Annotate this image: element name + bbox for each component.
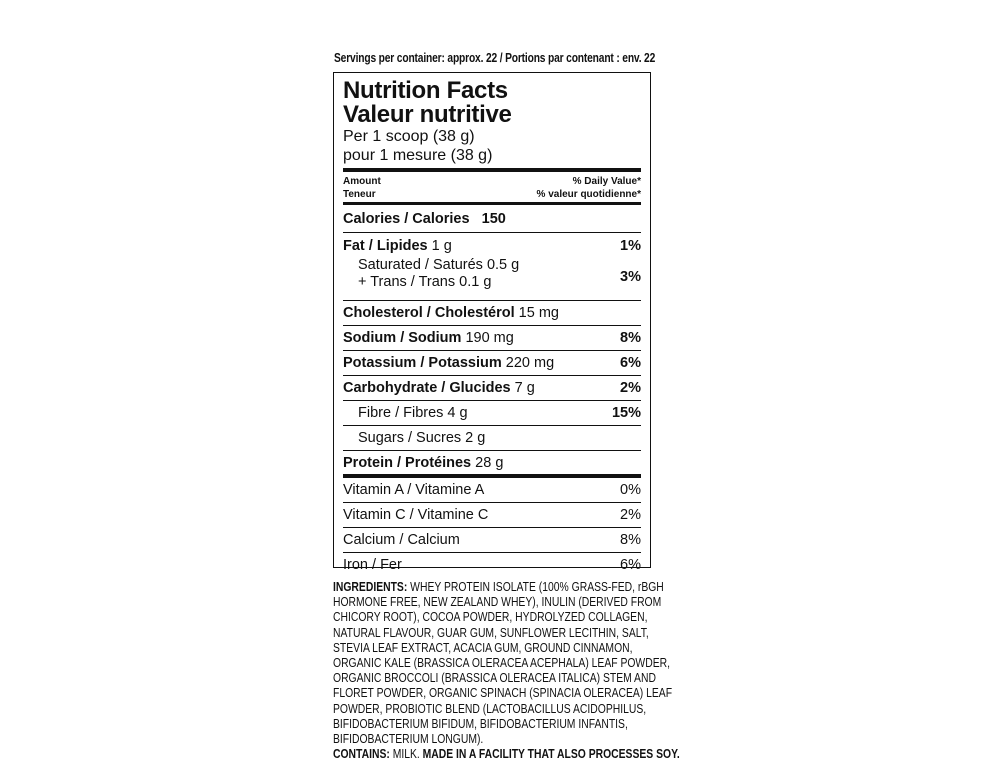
calories-label: Calories / Calories xyxy=(343,210,470,227)
ingredients-line-2: HORMONE FREE, NEW ZEALAND WHEY), INULIN (DERIVED FROM xyxy=(333,594,662,610)
contains-label: CONTAINS: xyxy=(333,746,390,761)
ingredients-line-11: BIFIDOBACTERIUM LONGUM). xyxy=(333,731,484,747)
daily-value-en: % Daily Value* xyxy=(572,176,641,187)
protein-value: 28 g xyxy=(475,454,504,471)
title-fr: Valeur nutritive xyxy=(343,101,512,128)
calcium-row xyxy=(343,528,641,553)
sugars-row xyxy=(343,426,641,451)
ingredients-text-1: WHEY PROTEIN ISOLATE (100% GRASS-FED, rBGH xyxy=(407,579,664,594)
fibre-row xyxy=(343,401,641,426)
contains-value: MILK. xyxy=(389,746,423,761)
iron-row xyxy=(343,553,641,578)
ingredients-block xyxy=(333,579,680,761)
ingredients-line-9: POWDER, PROBIOTIC BLEND (LACTOBACILLUS ACIDOPHILUS, xyxy=(333,700,647,716)
carbohydrate-row xyxy=(343,376,641,401)
ingredients-label: INGREDIENTS: xyxy=(333,579,408,594)
column-header xyxy=(343,172,641,202)
sodium-value: 190 mg xyxy=(465,329,514,346)
amount-fr: Teneur xyxy=(343,189,376,200)
protein-row xyxy=(343,451,641,478)
fibre-percent: 15% xyxy=(611,404,641,421)
carbohydrate-value: 7 g xyxy=(514,379,535,396)
carbohydrate-percent: 2% xyxy=(620,379,641,396)
nutrition-facts-panel xyxy=(333,72,651,573)
daily-value-fr: % valeur quotidienne* xyxy=(536,189,641,200)
iron-percent: 6% xyxy=(620,556,641,573)
sodium-percent: 8% xyxy=(620,329,641,346)
ingredients-line-7: ORGANIC BROCCOLI (BRASSICA OLERACEA ITALICA) STEM AND xyxy=(333,670,656,686)
ingredients-line-3: CHICORY ROOT), COCOA POWDER, HYDROLYZED COLLAGEN, xyxy=(333,609,648,625)
sodium-label: Sodium / Sodium xyxy=(343,329,462,346)
amount-en: Amount xyxy=(343,176,381,187)
saturated-trans-percent: 3% xyxy=(620,268,641,285)
protein-label: Protein / Protéines xyxy=(343,454,472,471)
vitamin-c-percent: 2% xyxy=(620,506,641,523)
serving-size-fr: pour 1 mesure (38 g) xyxy=(343,147,493,164)
calories-row xyxy=(343,205,641,233)
facility-statement: MADE IN A FACILITY THAT ALSO PROCESSES SOY. xyxy=(422,746,680,761)
ingredients-line-1 xyxy=(333,579,665,594)
ingredients-line-10: BIFIDOBACTERIUM BIFIDUM, BIFIDOBACTERIUM INFANTIS, xyxy=(333,715,628,731)
fat-row xyxy=(343,233,641,301)
title-en: Nutrition Facts xyxy=(343,77,508,104)
vitamin-c-row xyxy=(343,503,641,528)
ingredients-line-8: FLORET POWDER, ORGANIC SPINACH (SPINACIA OLERACEA) LEAF xyxy=(333,685,673,701)
fat-label: Fat / Lipides xyxy=(343,237,428,254)
vitamin-c-label: Vitamin C / Vitamine C xyxy=(343,506,489,523)
calories-value: 150 xyxy=(481,210,506,227)
calcium-percent: 8% xyxy=(620,531,641,548)
potassium-percent: 6% xyxy=(620,354,641,371)
sodium-row xyxy=(343,326,641,351)
iron-label: Iron / Fer xyxy=(343,556,402,573)
fat-percent: 1% xyxy=(620,237,641,254)
saturated-fat: Saturated / Saturés 0.5 g xyxy=(358,256,520,273)
cholesterol-row xyxy=(343,301,641,326)
potassium-label: Potassium / Potassium xyxy=(343,354,502,371)
servings-per-container: Servings per container: approx. 22 / Portions par contenant : env. 22 xyxy=(334,51,656,65)
potassium-row xyxy=(343,351,641,376)
carbohydrate-label: Carbohydrate / Glucides xyxy=(343,379,511,396)
ingredients-line-6: ORGANIC KALE (BRASSICA OLERACEA ACEPHALA) LEAF POWDER, xyxy=(333,655,670,671)
trans-fat: + Trans / Trans 0.1 g xyxy=(358,273,492,290)
ingredients-line-5: STEVIA LEAF EXTRACT, ACACIA GUM, GROUND CINNAMON, xyxy=(333,639,633,655)
calcium-label: Calcium / Calcium xyxy=(343,531,460,548)
fibre-label: Fibre / Fibres 4 g xyxy=(358,404,468,421)
vitamin-a-percent: 0% xyxy=(620,481,641,498)
contains-line xyxy=(333,746,680,761)
cholesterol-label: Cholesterol / Cholestérol xyxy=(343,304,515,321)
sugars-label: Sugars / Sucres 2 g xyxy=(358,429,486,446)
potassium-value: 220 mg xyxy=(505,354,555,371)
vitamin-a-row xyxy=(343,478,641,503)
serving-size-en: Per 1 scoop (38 g) xyxy=(343,128,475,145)
cholesterol-value: 15 mg xyxy=(518,304,559,321)
fat-value: 1 g xyxy=(431,237,452,254)
vitamin-a-label: Vitamin A / Vitamine A xyxy=(343,481,485,498)
ingredients-line-4: NATURAL FLAVOUR, GUAR GUM, SUNFLOWER LECITHIN, SALT, xyxy=(333,624,649,640)
